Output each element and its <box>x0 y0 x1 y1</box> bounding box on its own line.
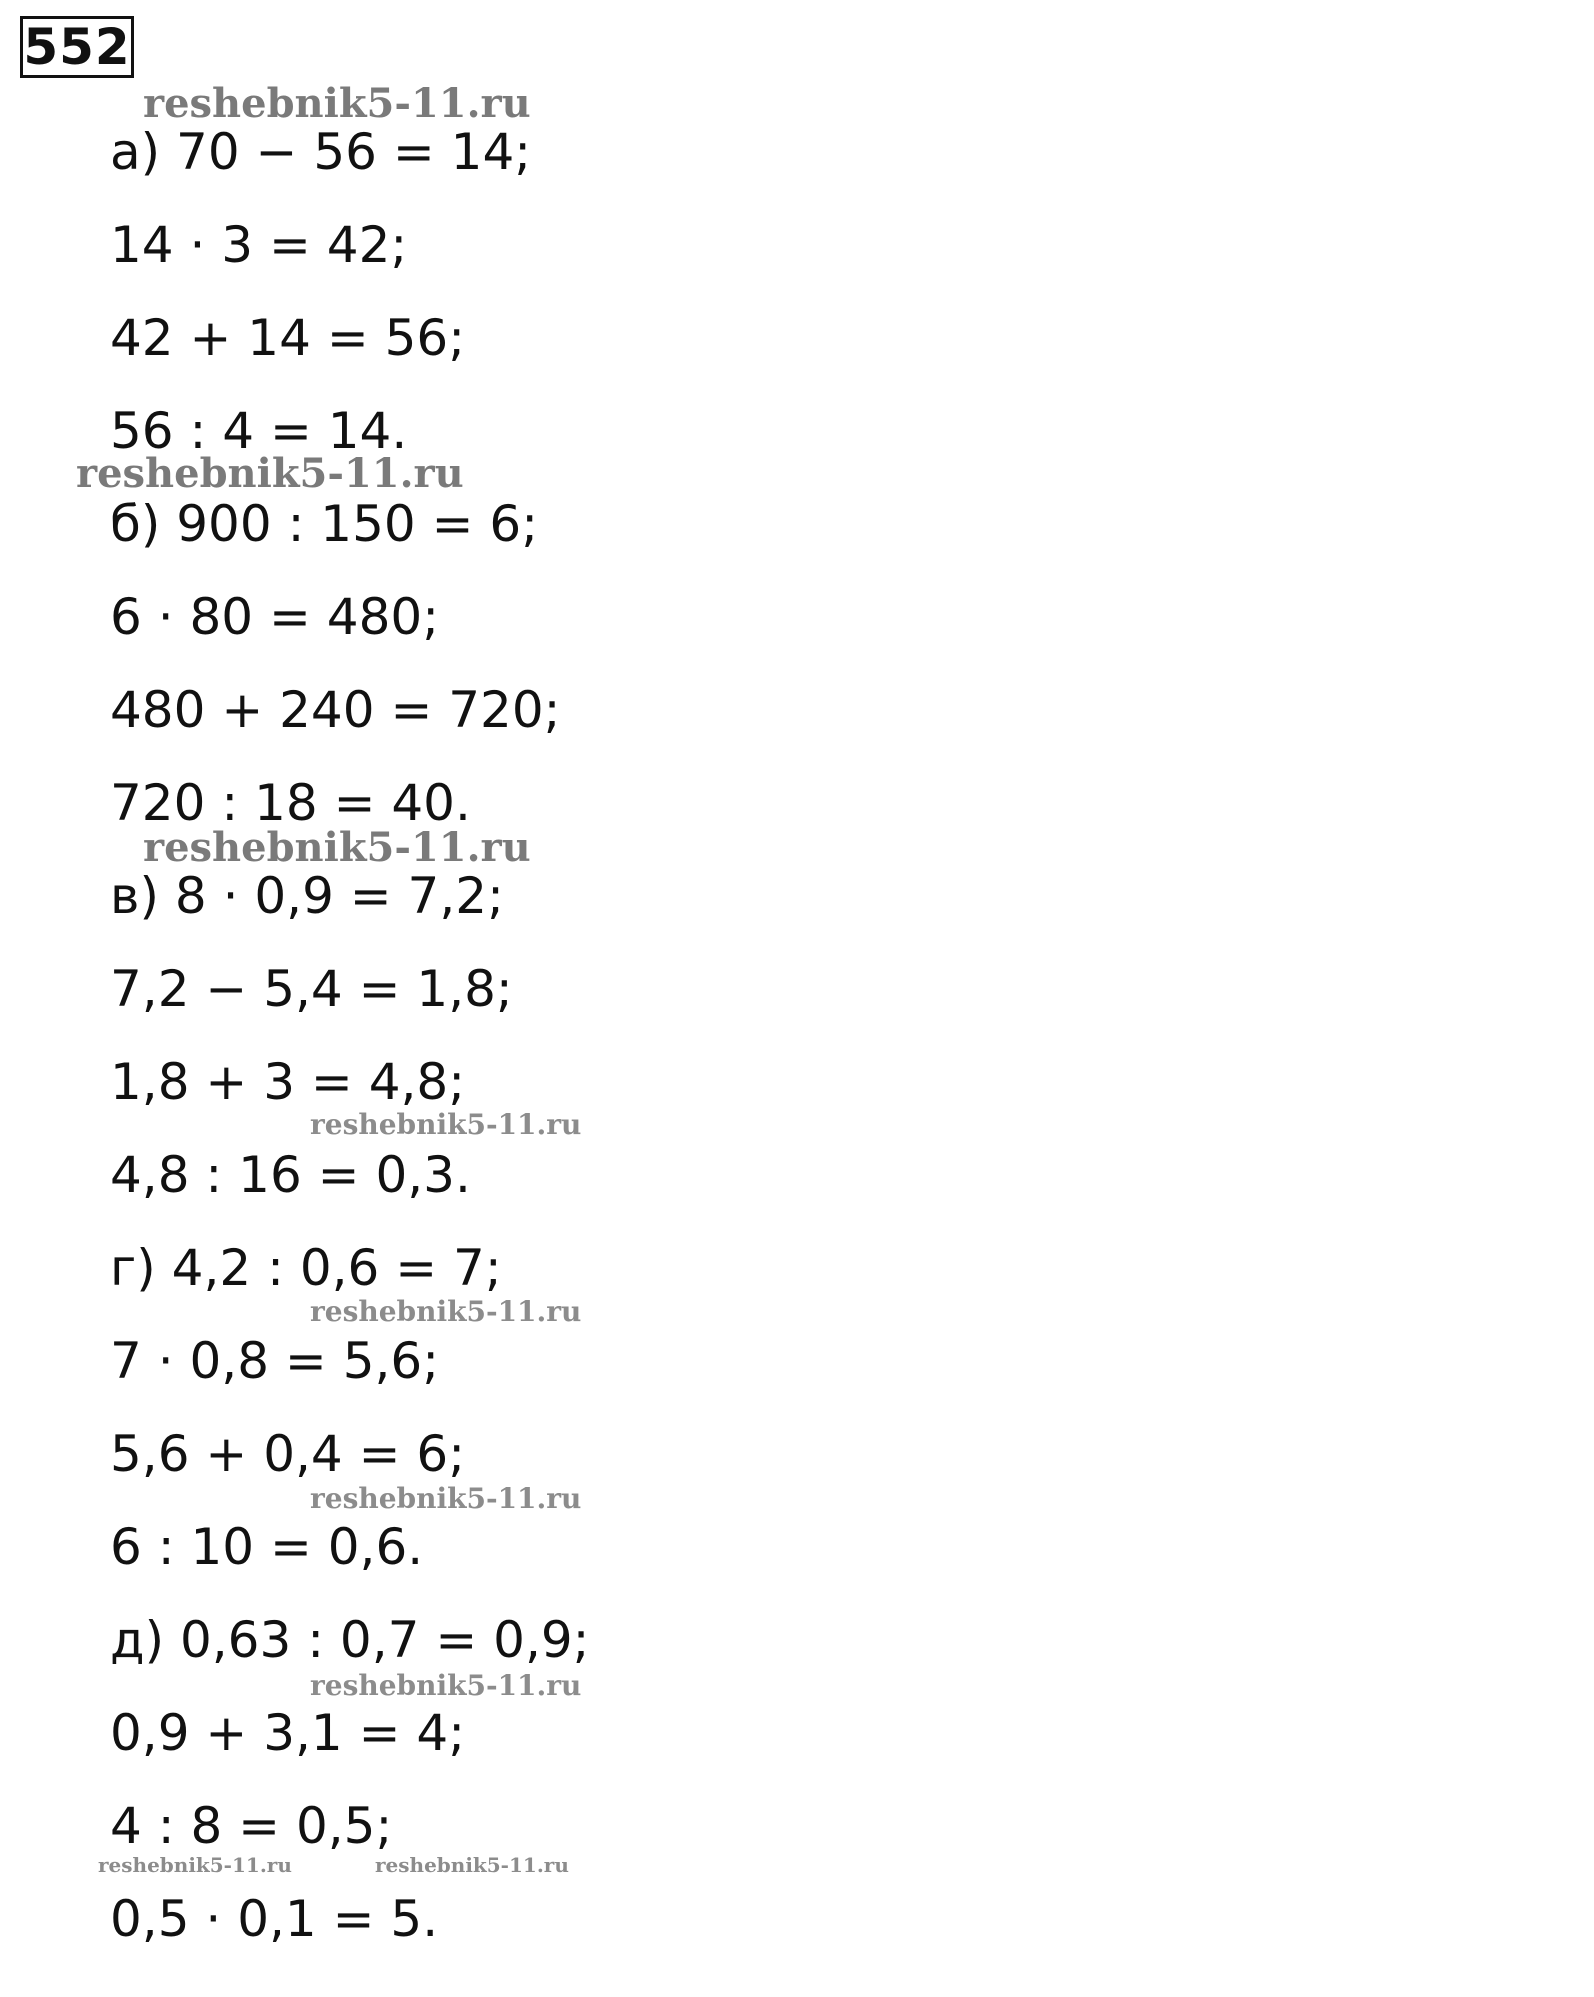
solution-line-g-3: 5,6 + 0,4 = 6; <box>110 1425 466 1483</box>
solution-line-d-1: д) 0,63 : 0,7 = 0,9; <box>110 1611 590 1669</box>
solution-line-g-2: 7 · 0,8 = 5,6; <box>110 1332 440 1390</box>
solution-line-a-2: 14 · 3 = 42; <box>110 216 408 274</box>
solution-line-d-3: 4 : 8 = 0,5; <box>110 1797 393 1855</box>
watermark: reshebnik5-11.ru <box>310 1295 582 1328</box>
solution-line-b-4: 720 : 18 = 40. <box>110 774 471 832</box>
watermark: reshebnik5-11.ru <box>76 450 464 497</box>
solution-line-g-1: г) 4,2 : 0,6 = 7; <box>110 1239 502 1297</box>
watermark: reshebnik5-11.ru <box>375 1853 569 1877</box>
watermark: reshebnik5-11.ru <box>310 1482 582 1515</box>
watermark: reshebnik5-11.ru <box>98 1853 292 1877</box>
watermark: reshebnik5-11.ru <box>143 824 531 871</box>
solution-line-d-2: 0,9 + 3,1 = 4; <box>110 1704 466 1762</box>
solution-line-a-3: 42 + 14 = 56; <box>110 309 466 367</box>
watermark: reshebnik5-11.ru <box>143 80 531 127</box>
solution-line-b-1: б) 900 : 150 = 6; <box>110 495 539 553</box>
watermark: reshebnik5-11.ru <box>310 1108 582 1141</box>
solution-line-d-4: 0,5 · 0,1 = 5. <box>110 1890 439 1948</box>
solution-line-v-4: 4,8 : 16 = 0,3. <box>110 1146 471 1204</box>
solution-line-a-4: 56 : 4 = 14. <box>110 402 408 460</box>
solution-line-a-1: а) 70 − 56 = 14; <box>110 123 532 181</box>
solution-line-b-2: 6 · 80 = 480; <box>110 588 440 646</box>
problem-number: 552 <box>20 16 134 78</box>
solution-line-v-2: 7,2 − 5,4 = 1,8; <box>110 960 513 1018</box>
solution-line-v-3: 1,8 + 3 = 4,8; <box>110 1053 466 1111</box>
solution-line-g-4: 6 : 10 = 0,6. <box>110 1518 424 1576</box>
solution-line-v-1: в) 8 · 0,9 = 7,2; <box>110 867 504 925</box>
watermark: reshebnik5-11.ru <box>310 1669 582 1702</box>
solution-line-b-3: 480 + 240 = 720; <box>110 681 561 739</box>
